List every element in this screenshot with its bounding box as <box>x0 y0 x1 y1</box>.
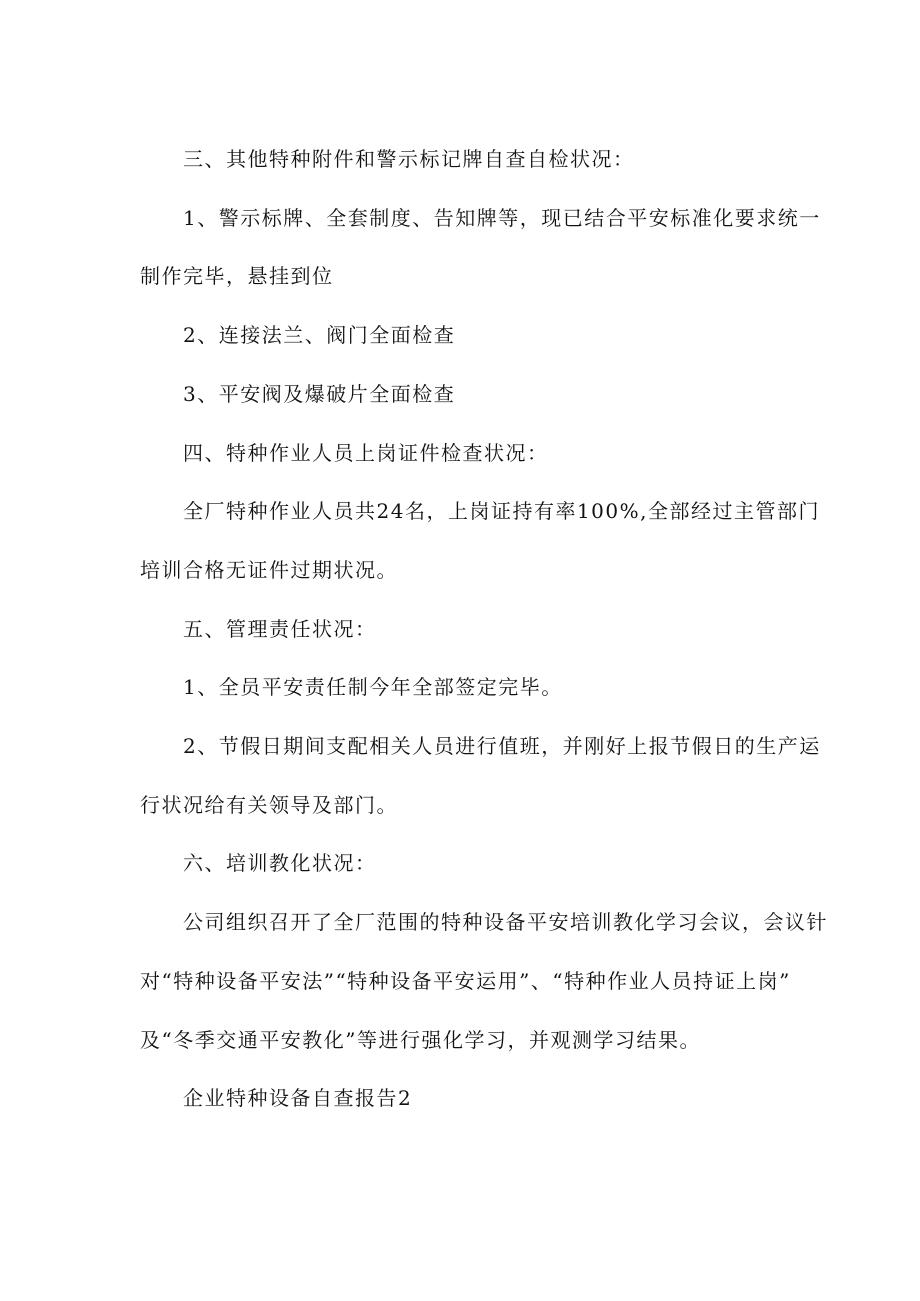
paragraph-line: 全厂特种作业人员共24名，上岗证持有率100%,全部经过主管部门 <box>183 499 820 524</box>
section-heading-5: 五、管理责任状况： <box>183 616 377 641</box>
paragraph-line: 2、节假日期间支配相关人员进行值班，并刚好上报节假日的生产运 <box>183 734 821 759</box>
section-heading-4: 四、特种作业人员上岗证件检查状况： <box>183 440 549 465</box>
paragraph-line: 2、连接法兰、阀门全面检查 <box>183 323 456 348</box>
document-body <box>140 130 828 1128</box>
paragraph-line: 3、平安阀及爆破片全面检查 <box>183 381 456 406</box>
section-heading-3: 三、其他特种附件和警示标记牌自查自检状况： <box>183 147 635 171</box>
report-title-line: 企业特种设备自查报告2 <box>183 1086 413 1111</box>
paragraph-line: 培训合格无证件过期状况。 <box>140 557 398 582</box>
paragraph-line: 及“冬季交通平安教化”等进行强化学习，并观测学习结果。 <box>140 1027 701 1052</box>
paragraph-line: 公司组织召开了全厂范围的特种设备平安培训教化学习会议，会议针 <box>183 910 828 935</box>
paragraph-line: 制作完毕，悬挂到位 <box>140 264 334 289</box>
paragraph-line: 1、警示标牌、全套制度、告知牌等，现已结合平安标准化要求统一 <box>183 205 821 230</box>
paragraph-line: 对“特种设备平安法”“特种设备平安运用”、“特种作业人员持证上岗” <box>140 968 791 993</box>
section-heading-6: 六、培训教化状况： <box>183 851 377 876</box>
paragraph-line: 1、全员平安责任制今年全部签定完毕。 <box>183 675 563 700</box>
paragraph-line: 行状况给有关领导及部门。 <box>140 792 398 817</box>
